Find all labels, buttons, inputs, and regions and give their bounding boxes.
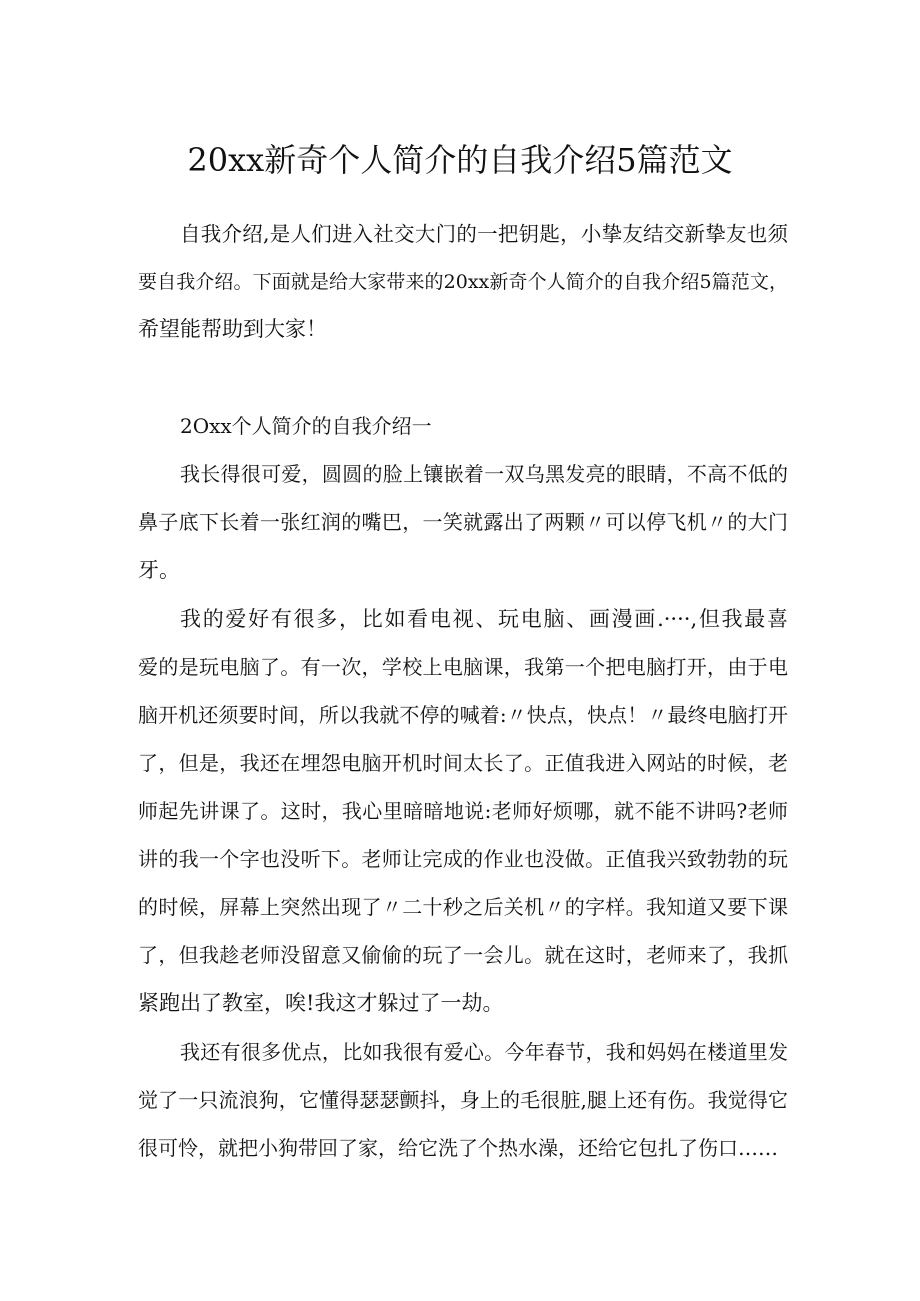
intro-line-3: 希望能帮助到大家！: [138, 317, 327, 341]
section-heading: 2Oxx个人简介的自我介绍一: [180, 414, 432, 438]
intro-line-1: 自我介绍,是人们进入社交大门的一把钥匙，小挚友结交新挚友也须: [180, 222, 788, 246]
paragraph-1-line-1: 我长得很可爱，圆圆的脸上镶嵌着一双乌黑发亮的眼睛，不高不低的: [180, 462, 788, 486]
paragraph-2-line-5: 师起先讲课了。这时，我心里暗暗地说:老师好烦哪，就不能不讲吗?老师: [138, 799, 788, 823]
paragraph-3-line-3: 很可怜，就把小狗带回了家，给它洗了个热水澡，还给它包扎了伤口……: [138, 1136, 778, 1160]
paragraph-2-line-1: 我的爱好有很多，比如看电视、玩电脑、画漫画.····,但我最喜: [180, 607, 788, 631]
document-title: 20xx新奇个人简介的自我介绍5篇范文: [187, 141, 733, 179]
paragraph-2-line-9: 紧跑出了教室，唉!我这才躲过了一劫。: [138, 991, 504, 1015]
paragraph-3-line-1: 我还有很多优点，比如我很有爱心。今年春节，我和妈妈在楼道里发: [180, 1040, 788, 1064]
paragraph-2-line-7: 的时候，屏幕上突然出现了〃二十秒之后关机〃的字样。我知道又要下课: [138, 895, 788, 919]
paragraph-1-line-2: 鼻子底下长着一张红润的嘴巴，一笑就露出了两颗〃可以停飞机〃的大门: [138, 510, 788, 534]
paragraph-2-line-8: 了，但我趁老师没留意又偷偷的玩了一会儿。就在这时，老师来了，我抓: [138, 943, 788, 967]
paragraph-3-line-2: 觉了一只流浪狗，它懂得瑟瑟颤抖，身上的毛很脏,腿上还有伤。我觉得它: [138, 1088, 788, 1112]
paragraph-2-line-6: 讲的我一个字也没听下。老师让完成的作业也没做。正值我兴致勃勃的玩: [138, 847, 788, 871]
paragraph-2-line-4: 了，但是，我还在埋怨电脑开机时间太长了。正值我进入网站的时候，老: [138, 751, 788, 775]
paragraph-2-line-3: 脑开机还须要时间，所以我就不停的喊着:〃快点，快点！〃最终电脑打开: [138, 703, 788, 727]
paragraph-1-line-3: 牙。: [138, 558, 180, 582]
intro-line-2: 要自我介绍。下面就是给大家带来的20xx新奇个人简介的自我介绍5篇范文，: [138, 271, 788, 293]
paragraph-2-line-2: 爱的是玩电脑了。有一次，学校上电脑课，我第一个把电脑打开，由于电: [138, 655, 788, 679]
